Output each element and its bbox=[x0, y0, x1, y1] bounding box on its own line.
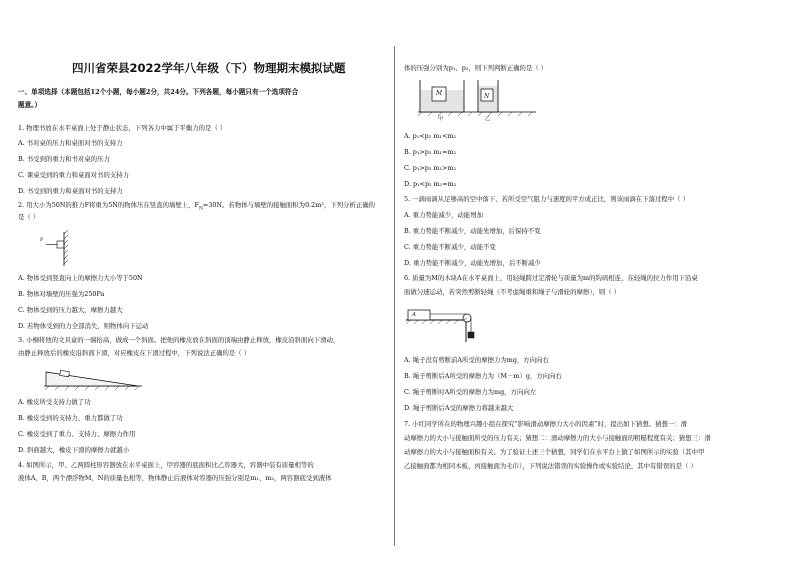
q1-stem: 1. 物理书放在水平桌面上处于静止状态，下列各力中属于平衡力的是（ ） bbox=[18, 124, 227, 132]
q7-stem-line4: 乙接触面都为相同木板、丙接触面为毛巾），下列说法错误的实验操作或实验结论，其中有错误的是（ ） bbox=[404, 462, 697, 470]
q3-option-a: A. 橡皮所受支持力做了功 bbox=[18, 398, 91, 406]
q6-option-c: C. 绳子剪断时A所受的摩擦力为mg，方向向左 bbox=[404, 388, 537, 396]
q2-option-a: A. 物体受到竖直向上的摩擦力大小等于50N bbox=[18, 274, 143, 282]
q3-option-c: C. 橡皮受到了重力、支持力、摩擦力作用 bbox=[18, 430, 136, 438]
q4-option-c: C. p₁>p₂ m₁>m₂ bbox=[404, 164, 457, 172]
q2-force-label: F bbox=[40, 237, 44, 243]
q6-option-a: A. 绳子没有剪断前A所受的摩擦力为mg，方向向右 bbox=[404, 356, 549, 364]
q2-stem-line1 bbox=[18, 201, 375, 213]
q7-stem-line3: 动摩擦力的大小与接触面积有关。为了验证上述三个猜想，同学们在水平台上做了如图所示的实验（其中甲 bbox=[404, 448, 705, 456]
q5-option-a: A. 重力势能减少，动能增加 bbox=[404, 211, 483, 219]
column-divider bbox=[394, 46, 395, 546]
q3-stem-line1: 3. 小桐将他的文具盒的一端抬高，做成一个斜面。把他的橡皮放在斜面的顶端由静止释放，橡皮沿斜面向下滑动， bbox=[18, 336, 340, 344]
q5-option-d: D. 重力势能不断减少，动能先增加，后不断减少 bbox=[404, 259, 541, 267]
q4-stem-continued: 体的压强分别为p₁、p₂，则下列判断正确的是（ ） bbox=[404, 64, 548, 72]
q7-stem-line2: 动摩擦力的大小与接触面所受的压力有关；猜想二：滑动摩擦力的大小与接触面的粗糙程度有关；猜想三：滑 bbox=[404, 434, 711, 442]
q6-option-b: B. 绳子剪断后A所受的摩擦力为（M－m）g，方向向右 bbox=[404, 372, 562, 380]
q4-label-yi: 乙 bbox=[485, 116, 491, 122]
q5-option-b: B. 重力势能不断减少，动能先增加，后保持不变 bbox=[404, 227, 541, 235]
page-title: 四川省荣县2022学年八年级（下）物理期末模拟试题 bbox=[72, 61, 346, 75]
q3-option-b: B. 橡皮受到的支持力、重力都做了功 bbox=[18, 414, 123, 422]
q4-label-m: M bbox=[436, 90, 443, 97]
q6-pulley-figure bbox=[406, 304, 478, 344]
q2-wall-figure bbox=[44, 232, 84, 268]
section-heading-line2: 题意。） bbox=[18, 101, 42, 109]
q2-stem-part1: 2. 用大小为50N的推力F将重为5N的物体压在竖直的墙壁上，F bbox=[18, 201, 199, 209]
q6-stem-line2: 面做匀速运动，若突然剪断轻绳（不考虑绳重和绳子与滑轮的摩擦），则（ ） bbox=[404, 288, 621, 296]
q3-stem-line2: 由静止释放后的橡皮沿斜面下滑，对应橡皮在下滑过程中，下列说法正确的是（ ） bbox=[18, 349, 251, 357]
q4-option-a: A. p₁<p₂ m₁<m₂ bbox=[404, 132, 456, 140]
q1-option-b: B. 书受到的重力和书对桌的压力 bbox=[18, 155, 110, 163]
q2-option-d: D. 若物体受到的力全部消失，则物体向下运动 bbox=[18, 322, 149, 330]
q3-option-d: D. 斜面越大，橡皮下滑的摩擦力就越小 bbox=[18, 446, 130, 454]
q4-option-b: B. p₁>p₂ m₁=m₂ bbox=[404, 148, 457, 156]
q5-option-c: C. 重力势能不断减少，动能不变 bbox=[404, 243, 496, 251]
section-heading-line1: 一、单项选择（本题包括12个小题，每小题2分，共24分。下列各题，每小题只有一个选项符合 bbox=[18, 88, 299, 96]
q1-option-a: A. 书对桌的压力和桌面对书的支持力 bbox=[18, 139, 123, 147]
q6-option-d: D. 绳子剪断后A受的摩擦力将越来越大 bbox=[404, 404, 514, 412]
q1-option-c: C. 课桌受到的重力和桌面对书的支持力 bbox=[18, 171, 129, 179]
q4-label-n: N bbox=[484, 93, 490, 100]
q2-stem-line2: 是（ ） bbox=[18, 213, 40, 221]
q4-option-d: D. p₁<p₂ m₁=m₂ bbox=[404, 180, 457, 188]
q4-containers-figure bbox=[418, 78, 538, 122]
q2-stem-subscript: N bbox=[198, 206, 203, 212]
q4-label-jia: 甲 bbox=[438, 116, 444, 122]
q2-option-b: B. 物体对墙壁的压强为250Pa bbox=[18, 290, 105, 298]
q6-stem-line1: 6. 质量为M的木块A在水平桌面上，用轻绳跨过定滑轮与质量为m的钩码相连，在轻绳的拉力作用下沿桌 bbox=[404, 274, 698, 282]
q6-block-label: A bbox=[412, 312, 416, 318]
q2-option-c: C. 物体受到的压力越大，摩擦力越大 bbox=[18, 306, 123, 314]
q2-stem-part2: =30N。若物体与墙壁的接触面积为0.2m²，下列分析正确的 bbox=[202, 201, 375, 209]
q4-stem-line1: 4. 如图所示，甲、乙两圆柱形容器放在水平桌面上，甲容器的底面积比乙容器大，容器中装有质量相等的 bbox=[18, 461, 314, 469]
q1-option-d: D. 书受到的重力和桌面对书的支持力 bbox=[18, 187, 123, 195]
q4-stem-line2: 液体A、B，两个漂浮物M、N的质量也相等，物体静止后液体对容器的压强分别是m₁、m₂，两容器底受到液体 bbox=[18, 474, 332, 482]
q5-stem: 5. 一滴雨滴从足够高的空中落下，若所受空气阻力与速度的平方成正比，则该雨滴在下落过程中（ ） bbox=[404, 195, 689, 203]
q3-incline-figure bbox=[44, 366, 144, 388]
q7-stem-line1: 7. 小红同学所在的物理兴趣小组在探究“影响滑动摩擦力大小的因素”时，提出如下猜想。猜想一：滑 bbox=[404, 420, 688, 428]
